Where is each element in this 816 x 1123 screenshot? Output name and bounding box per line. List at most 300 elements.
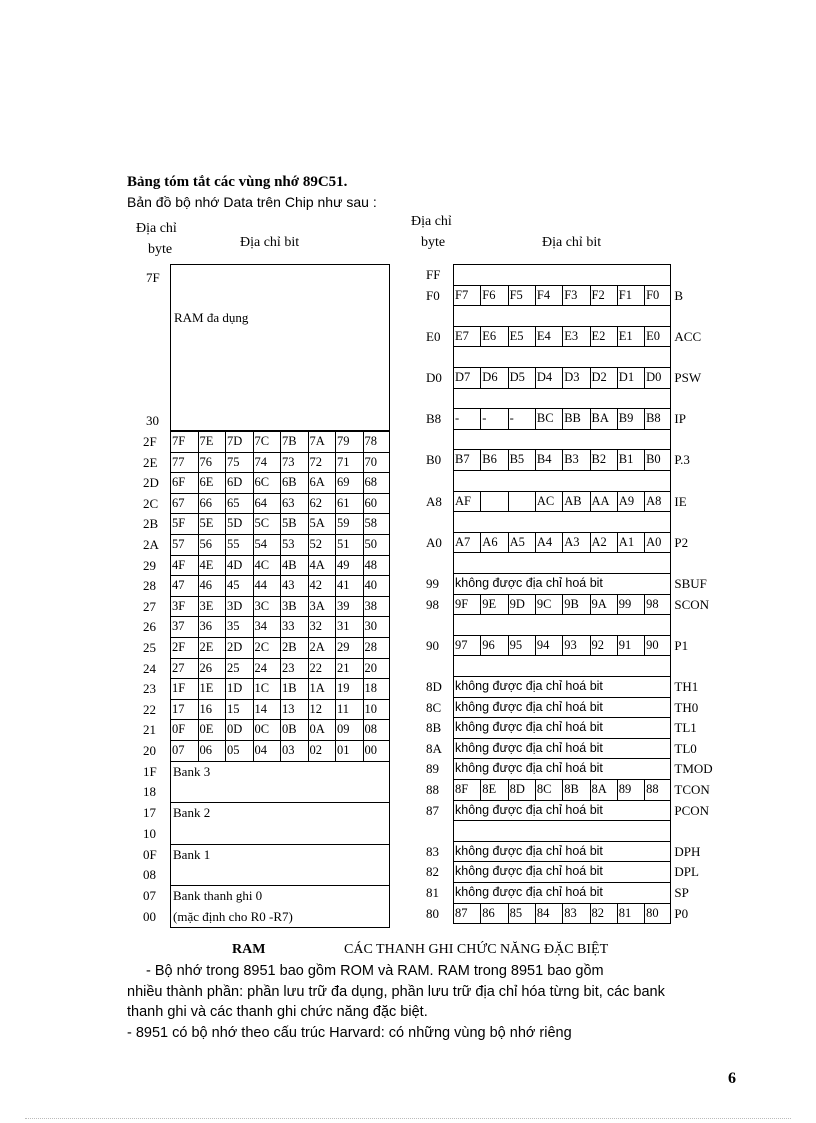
sfr-divider [480,285,481,306]
bank-top-addr: 17 [143,805,156,821]
sfr-bit-cell: 89 [618,782,632,796]
sfr-divider [535,903,536,924]
sfr-name: P2 [674,534,689,550]
sfr-bit-cell: 99 [618,596,632,611]
bit-cell: 23 [282,660,295,675]
bit-cell: 3F [172,598,186,613]
sfr-divider [617,367,618,388]
sfr-bit-cell: 81 [618,905,632,920]
bit-cell: 7E [199,434,214,448]
bit-divider [335,637,336,658]
sfr-bit-cell: A8 [646,493,662,508]
bank-top-addr: 1F [143,763,157,779]
bit-divider [253,493,254,514]
bit-cell: 0F [172,722,186,737]
bit-row-addr: 20 [143,743,156,758]
sfr-divider [590,408,591,429]
bit-cell: 7D [227,434,243,448]
sfr-bit-cell: D7 [455,370,471,384]
sfr-divider [508,635,509,656]
bit-cell: 64 [254,495,267,510]
bit-divider [335,534,336,555]
bit-divider [308,555,309,576]
sfr-bit-cell: D6 [482,370,498,384]
sfr-divider [617,491,618,512]
bit-cell: 04 [254,743,267,757]
bit-divider [225,513,226,534]
bit-divider [363,616,364,637]
sfr-divider [590,326,591,347]
sfr-bit-cell: E2 [591,328,606,343]
bit-divider [225,699,226,720]
sfr-divider [644,491,645,512]
bit-cell: 47 [172,578,185,593]
bit-cell: 67 [172,495,185,510]
sfr-bit-cell: 80 [646,905,659,920]
bit-cell: 69 [337,475,350,490]
bit-divider [198,575,199,596]
sfr-bit-cell: 9D [509,596,525,611]
bit-divider [253,513,254,534]
bit-divider [280,452,281,473]
bit-divider [335,616,336,637]
bit-divider [335,513,336,534]
bit-divider [280,637,281,658]
sfr-divider [562,408,563,429]
sfr-name: DPH [674,843,701,859]
bit-divider [308,493,309,514]
bit-cell: 3C [254,598,270,613]
sfr-divider [508,326,509,347]
sfr-bit-cell: 8B [564,782,579,796]
sfr-bit-cell: E5 [509,328,524,343]
bit-divider [198,513,199,534]
sfr-bit-cell: 94 [536,637,550,652]
sfr-addr: 8B [426,720,442,736]
bit-cell: 6B [282,475,297,490]
bit-cell: 62 [309,495,322,510]
bit-divider [363,534,364,555]
sfr-divider [590,491,591,512]
sfr-bit-cell: 9A [591,596,607,611]
bit-cell: 33 [282,619,295,634]
sfr-divider [508,285,509,306]
sfr-bit-cell: F1 [618,287,632,302]
bit-divider [225,534,226,555]
sfr-divider [644,903,645,924]
bit-divider [363,658,364,679]
bit-cell: 4D [227,557,243,572]
sfr-bit-cell: B9 [618,411,634,426]
sfr-bit-cell: 8D [509,782,525,796]
sfr-addr: 83 [426,843,439,859]
bit-cell: 0B [282,722,297,737]
bit-cell: 05 [227,743,240,757]
bit-cell: 06 [199,743,212,757]
sfr-bit-cell: 83 [564,905,577,920]
bit-cell: 6E [199,475,214,490]
bit-cell: 08 [364,722,377,737]
sfr-name: IP [674,411,686,427]
bit-cell: 7B [282,434,297,448]
bit-cell: 3D [227,598,243,613]
bit-cell: 35 [227,619,240,634]
sfr-bit-cell: 86 [482,905,495,920]
bit-cell: 5B [282,516,297,531]
sfr-row-box [453,305,671,327]
sfr-divider [508,408,509,429]
sfr-divider [644,594,645,615]
bit-cell: 14 [254,701,267,716]
bit-cell: 42 [309,578,322,593]
bit-cell: 31 [337,619,350,634]
paragraph-1-line-3: thanh ghi và các thanh ghi chức năng đặc biệt. [127,1004,428,1020]
bit-cell: 19 [337,681,350,696]
bit-cell: 0E [199,722,214,737]
bit-cell: 01 [337,743,350,757]
bit-divider [308,637,309,658]
sfr-bit-cell: F4 [536,287,551,302]
sfr-row-box [453,264,671,286]
sfr-bit-cell: B8 [646,411,661,426]
sfr-not-addressable-text: không được địa chỉ hoá bit [455,802,603,817]
sfr-bit-cell: - [455,411,460,426]
bit-divider [308,575,309,596]
sfr-divider [562,779,563,800]
bank-top-addr: 0F [143,846,157,862]
bit-cell: 7A [309,434,325,448]
bit-divider [308,596,309,617]
sfr-divider [508,903,509,924]
bit-cell: 1E [199,681,214,696]
bit-cell: 5E [199,516,214,531]
bit-divider [225,719,226,740]
sfr-row-box [453,429,671,451]
sfr-addr: A8 [426,493,442,509]
sfr-bit-cell: A4 [536,534,553,549]
sfr-divider [535,594,536,615]
sfr-divider [535,491,536,512]
bit-divider [198,740,199,761]
sfr-divider [617,635,618,656]
bit-divider [253,637,254,658]
sfr-bit-cell: 8C [536,782,552,796]
bit-cell: 41 [337,578,350,593]
right-header-addr-1: Địa chỉ [411,214,452,229]
bank-label: Bank thanh ghi 0 [173,888,263,904]
sfr-bit-cell: A2 [591,534,607,549]
sfr-bit-cell: 8E [482,782,497,796]
bit-cell: 13 [282,701,295,716]
bit-divider [308,452,309,473]
sfr-divider [590,779,591,800]
sfr-divider [562,532,563,553]
bit-divider [280,534,281,555]
bit-cell: 63 [282,495,295,510]
bit-cell: 1A [309,681,325,696]
sfr-name: P.3 [674,452,690,468]
bit-divider [198,658,199,679]
sfr-bit-cell: 8F [455,782,469,796]
bit-divider [280,472,281,493]
sfr-name: TMOD [674,761,713,777]
sfr-divider [590,449,591,470]
bit-divider [363,452,364,473]
bit-divider [280,678,281,699]
sfr-divider [562,449,563,470]
sfr-divider [644,449,645,470]
bit-cell: 7F [172,434,186,448]
sfr-divider [480,326,481,347]
bit-divider [280,740,281,761]
sfr-divider [535,285,536,306]
sfr-not-addressable-text: không được địa chỉ hoá bit [455,740,603,755]
ram-bottom-addr: 30 [146,413,159,428]
sfr-name: IE [674,493,687,509]
sfr-divider [617,594,618,615]
sfr-addr: 8C [426,699,442,715]
bit-cell: 25 [227,660,240,675]
bit-cell: 2C [254,640,270,654]
bit-cell: 55 [227,537,240,551]
sfr-bit-cell: F5 [509,287,523,302]
bit-cell: 43 [282,578,295,593]
bit-row-addr: 26 [143,619,156,635]
sfr-name: P1 [674,637,689,653]
sfr-row-box [453,820,671,842]
bit-cell: 77 [172,454,185,469]
bit-cell: 30 [364,619,377,634]
sfr-name: PSW [674,370,702,385]
bank-label: Bank 2 [173,805,211,821]
bit-cell: 18 [364,681,377,696]
bit-row-addr: 27 [143,598,156,614]
sfr-name: B [674,287,684,303]
bit-cell: 09 [337,722,350,737]
bit-cell: 1B [282,681,297,696]
sfr-bit-cell: 82 [591,905,604,920]
bit-cell: 00 [364,743,377,757]
sfr-bit-cell: 85 [509,905,523,920]
sfr-bit-cell: 90 [646,637,659,652]
bit-cell: 1C [254,681,270,696]
bit-divider [280,513,281,534]
bit-divider [225,740,226,761]
sfr-not-addressable-text: không được địa chỉ hoá bit [455,885,603,899]
sfr-divider [480,408,481,429]
bit-divider [253,719,254,740]
bit-divider [198,678,199,699]
sfr-name: SP [674,885,689,900]
sfr-bit-cell: D1 [618,370,635,384]
bit-cell: 3E [199,598,214,613]
sfr-bit-cell: A0 [646,534,662,549]
bit-divider [198,596,199,617]
bit-cell: 78 [364,434,377,448]
bit-divider [335,596,336,617]
bit-cell: 54 [254,537,267,551]
bit-cell: 2E [199,640,214,654]
sfr-bit-cell: A3 [564,534,580,549]
sfr-divider [508,594,509,615]
sfr-bit-cell: 9B [564,596,579,611]
bit-divider [253,678,254,699]
bit-divider [335,678,336,699]
bit-divider [363,637,364,658]
sfr-name: TCON [674,782,710,797]
bit-divider [335,555,336,576]
bit-cell: 76 [199,454,212,469]
sfr-divider [617,285,618,306]
sfr-addr: 8A [426,740,442,756]
bit-row-addr: 23 [143,681,156,697]
bit-cell: 45 [227,578,240,593]
bit-cell: 57 [172,537,185,551]
sfr-bit-cell: D2 [591,370,607,384]
bit-cell: 10 [364,701,377,716]
bit-cell: 73 [282,454,295,469]
bit-cell: 48 [364,557,377,572]
bit-cell: 27 [172,660,185,675]
bit-cell: 39 [337,598,350,613]
sfr-divider [480,903,481,924]
sfr-name: TH1 [674,679,699,694]
bit-divider [335,575,336,596]
sfr-not-addressable-text: không được địa chỉ hoá bit [455,679,603,693]
sfr-divider [480,532,481,553]
sfr-name: DPL [674,864,699,880]
sfr-row-box [453,388,671,410]
bit-cell: 44 [254,578,267,593]
bit-cell: 3A [309,598,325,613]
bit-cell: 75 [227,454,240,469]
bit-divider [198,452,199,473]
bit-divider [308,431,309,452]
sfr-bit-cell: 88 [646,782,659,796]
bit-row-addr: 24 [143,660,156,676]
bit-cell: 22 [309,660,322,675]
bit-cell: 68 [364,475,377,490]
bit-cell: 7C [254,434,270,448]
bit-divider [225,431,226,452]
bit-divider [225,637,226,658]
sfr-bit-cell: F2 [591,287,605,302]
sfr-divider [590,285,591,306]
sfr-bit-cell: D4 [536,370,553,384]
bit-divider [363,596,364,617]
sfr-name: ACC [674,328,702,344]
sfr-addr: 98 [426,596,439,612]
bit-row-addr: 29 [143,557,156,573]
bit-divider [280,555,281,576]
bit-cell: 07 [172,743,185,757]
sfr-addr: 87 [426,802,439,818]
left-header-bit: Địa chỉ bit [240,235,300,250]
sfr-row-box [453,614,671,636]
sfr-addr: 90 [426,637,439,653]
bit-cell: 1F [172,681,186,696]
bit-divider [363,493,364,514]
caption-ram: RAM [232,942,266,957]
sfr-divider [562,594,563,615]
page-subtitle: Bản đồ bộ nhớ Data trên Chip như sau : [127,194,377,210]
sfr-divider [617,408,618,429]
bit-divider [253,452,254,473]
sfr-divider [562,326,563,347]
sfr-divider [508,532,509,553]
sfr-divider [562,903,563,924]
bit-cell: 72 [309,454,322,469]
bit-divider [225,452,226,473]
bit-cell: 60 [364,495,377,510]
bit-cell: 21 [337,660,350,675]
right-header-bit: Địa chỉ bit [542,235,602,250]
bit-divider [225,472,226,493]
bank-label-2: (mặc định cho R0 -R7) [173,908,293,924]
bit-cell: 70 [364,454,377,469]
bit-cell: 38 [364,598,377,613]
sfr-divider [508,779,509,800]
bit-cell: 71 [337,454,350,469]
bit-divider [225,596,226,617]
sfr-bit-cell: F0 [646,287,660,302]
sfr-bit-cell: 96 [482,637,495,652]
bit-cell: 34 [254,619,267,634]
sfr-bit-cell: AF [455,493,471,508]
bit-cell: 1D [227,681,243,696]
bit-row-addr: 2A [143,537,159,552]
sfr-bit-cell: E1 [618,328,633,343]
sfr-divider [590,367,591,388]
sfr-bit-cell: B2 [591,452,607,467]
sfr-divider [590,635,591,656]
sfr-name: TH0 [674,699,699,715]
bit-cell: 6C [254,475,270,490]
bit-cell: 4E [199,557,214,572]
sfr-bit-cell: F7 [455,287,469,302]
sfr-bit-cell: AB [564,493,582,508]
sfr-row-box [453,552,671,574]
sfr-divider [508,449,509,470]
bit-cell: 5A [309,516,325,531]
bit-row-addr: 25 [143,640,156,655]
bit-cell: 36 [199,619,212,634]
bit-divider [335,658,336,679]
sfr-bit-cell: 98 [646,596,659,611]
sfr-bit-cell: E3 [564,328,579,343]
page-title: Bảng tóm tắt các vùng nhớ 89C51. [127,174,348,190]
sfr-addr: 99 [426,576,439,591]
bit-divider [253,616,254,637]
bit-cell: 16 [199,701,212,716]
bit-cell: 0C [254,722,270,737]
bit-divider [335,472,336,493]
sfr-not-addressable-text: không được địa chỉ hoá bit [455,699,603,714]
sfr-divider [644,367,645,388]
sfr-divider [480,594,481,615]
bit-cell: 37 [172,619,185,634]
bit-cell: 6D [227,475,243,490]
bit-divider [308,472,309,493]
bit-divider [308,719,309,740]
sfr-bit-cell: E4 [536,328,551,343]
bit-cell: 65 [227,495,240,510]
sfr-bit-cell: E7 [455,328,469,343]
sfr-bit-cell: 84 [536,905,550,920]
sfr-addr: 81 [426,885,439,900]
sfr-bit-cell: - [482,411,487,426]
sfr-bit-cell: F6 [482,287,496,302]
